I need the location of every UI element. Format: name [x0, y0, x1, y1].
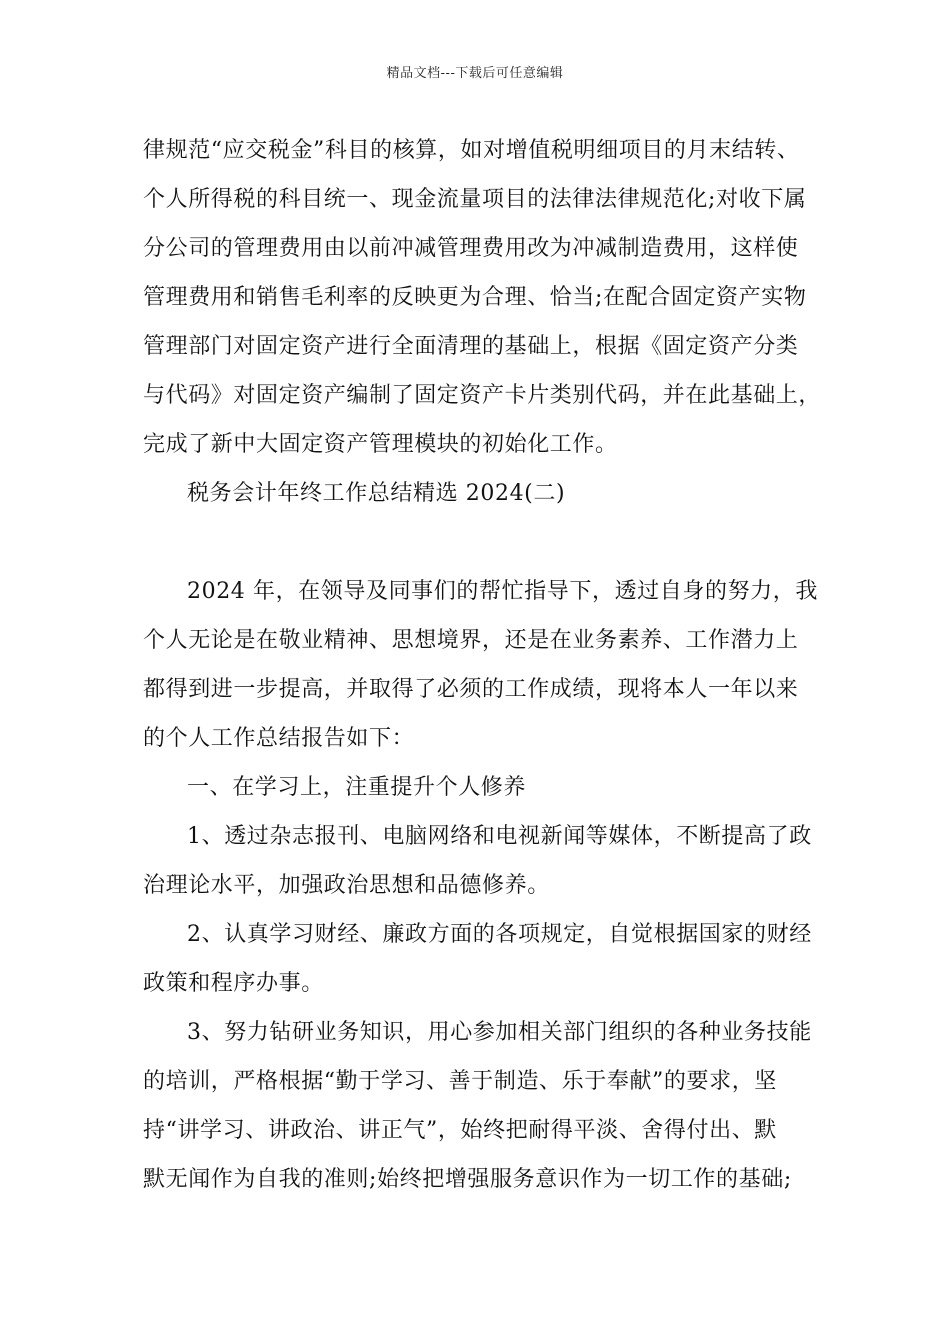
blank-line: [143, 518, 813, 567]
text-line: 持“讲学习、讲政治、讲正气”，始终把耐得平淡、舍得付出、默: [143, 1118, 777, 1143]
text-line: 律规范“应交税金”科目的核算，如对增值税明细项目的月末结转、: [143, 138, 800, 163]
list-item-3: [143, 1008, 813, 1204]
text-line: 治理论水平，加强政治思想和品德修养。: [143, 873, 550, 898]
text-line: 政策和程序办事。: [143, 971, 324, 996]
text-line: 个人所得税的科目统一、现金流量项目的法律法律规范化;对收下属: [143, 187, 807, 212]
section-title: 税务会计年终工作总结精选 2024(二): [187, 481, 566, 506]
document-body: [143, 126, 822, 1204]
list-item-2: [143, 910, 813, 1008]
text-line: 的培训，严格根据“勤于学习、善于制造、乐于奉献”的要求，坚: [143, 1069, 777, 1094]
text-line: 1、透过杂志报刊、电脑网络和电视新闻等媒体，不断提高了政: [187, 824, 812, 849]
text-line: 管理费用和销售毛利率的反映更为合理、恰当;在配合固定资产实物: [143, 285, 807, 310]
text-line: 都得到进一步提高，并取得了必须的工作成绩，现将本人一年以来: [143, 677, 799, 702]
heading-study: 一、在学习上，注重提升个人修养: [187, 775, 527, 800]
text-line: 管理部门对固定资产进行全面清理的基础上，根据《固定资产分类: [143, 334, 799, 359]
text-line: 默无闻作为自我的准则;始终把增强服务意识作为一切工作的基础;: [143, 1167, 792, 1192]
text-line: 2024 年，在领导及同事们的帮忙指导下，透过自身的努力，我: [187, 579, 818, 604]
text-line: 与代码》对固定资产编制了固定资产卡片类别代码，并在此基础上，: [143, 383, 822, 408]
text-line: 的个人工作总结报告如下：: [143, 726, 415, 751]
page-header: 精品文档---下载后可任意编辑: [386, 66, 564, 81]
list-item-1: [143, 812, 813, 910]
text-line: 完成了新中大固定资产管理模块的初始化工作。: [143, 432, 618, 457]
text-line: 分公司的管理费用由以前冲减管理费用改为冲减制造费用，这样使: [143, 236, 799, 261]
paragraph-intro: [143, 567, 818, 763]
text-line: 2、认真学习财经、廉政方面的各项规定，自觉根据国家的财经: [187, 922, 812, 947]
text-line: 个人无论是在敬业精神、思想境界，还是在业务素养、工作潜力上: [143, 628, 799, 653]
paragraph-accounting-norms: [143, 126, 822, 469]
text-line: 3、努力钻研业务知识，用心参加相关部门组织的各种业务技能: [187, 1020, 812, 1045]
